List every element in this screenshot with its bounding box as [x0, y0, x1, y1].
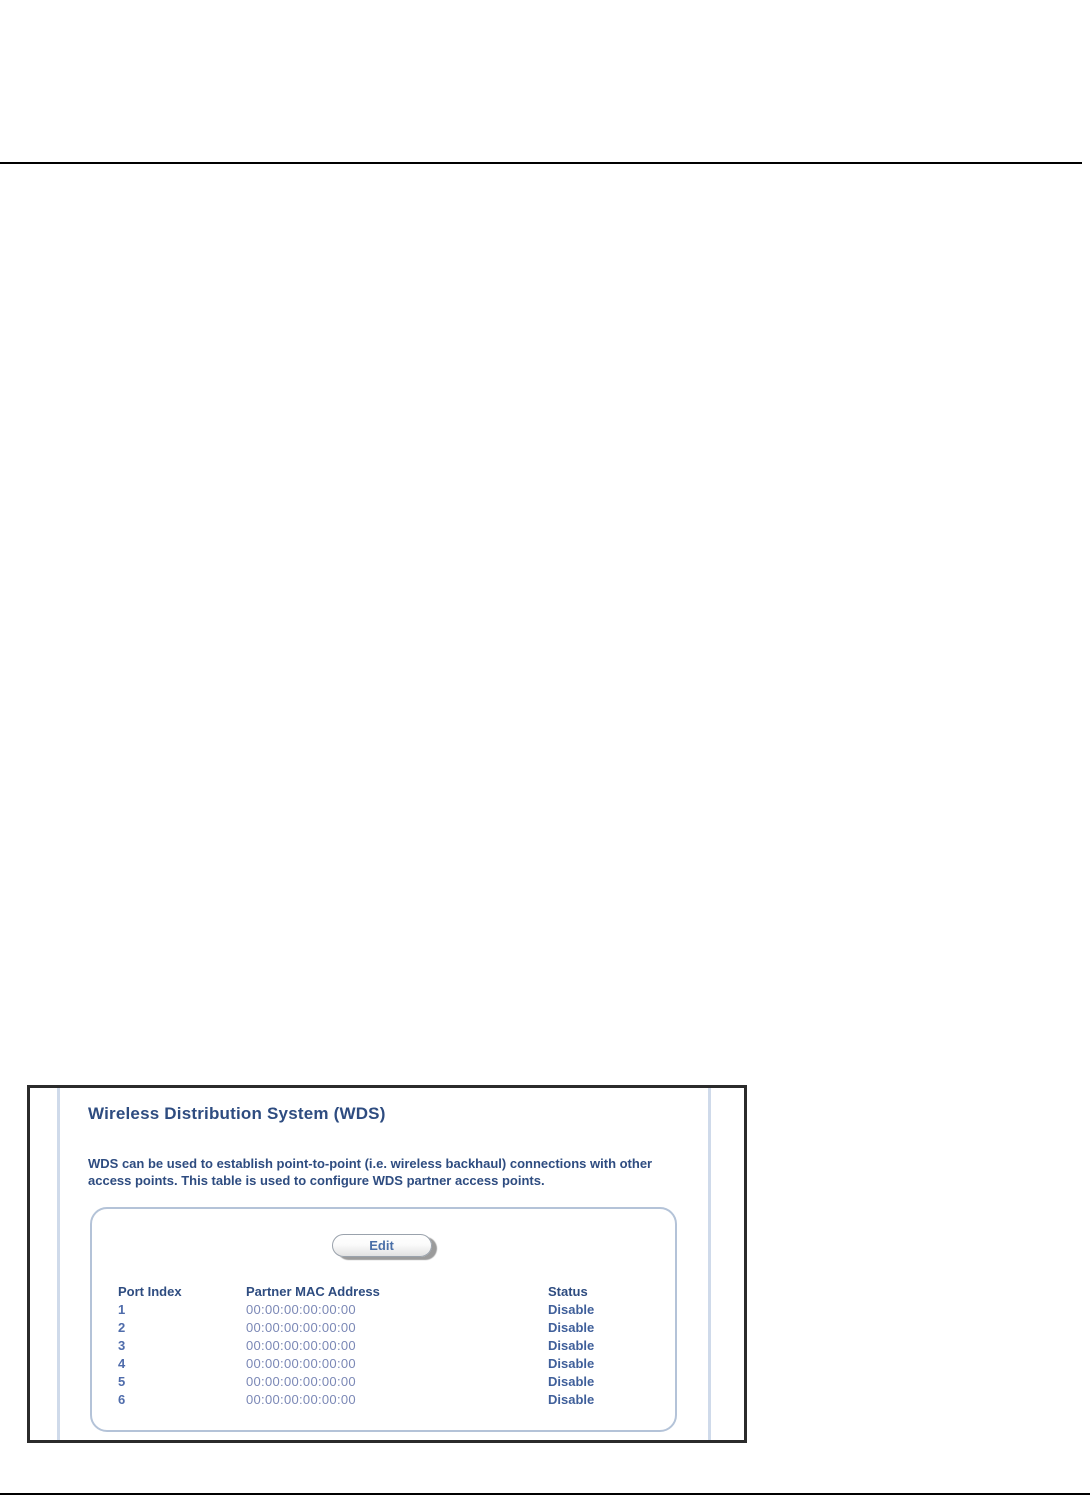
mac-address-cell: 00:00:00:00:00:00 — [246, 1356, 356, 1371]
port-index-cell: 6 — [118, 1392, 126, 1407]
table-row — [92, 1373, 675, 1391]
status-cell: Disable — [548, 1356, 595, 1371]
frame-right-edge-line — [708, 1088, 711, 1440]
port-index-cell: 3 — [118, 1338, 126, 1353]
column-header-status: Status — [548, 1284, 588, 1299]
port-index-cell: 2 — [118, 1320, 126, 1335]
status-cell: Disable — [548, 1302, 595, 1317]
table-header-row — [92, 1283, 675, 1301]
wds-description — [88, 1155, 700, 1189]
table-row — [92, 1391, 675, 1409]
edit-button[interactable]: Edit — [332, 1234, 432, 1257]
status-cell: Disable — [548, 1392, 595, 1407]
wds-description-line1: WDS can be used to establish point-to-point (i.e. wireless backhaul) connections with other — [88, 1156, 653, 1171]
port-index-cell: 1 — [118, 1302, 126, 1317]
status-cell: Disable — [548, 1374, 595, 1389]
wds-description-line2: access points. This table is used to configure WDS partner access points. — [88, 1173, 545, 1188]
mac-address-cell: 00:00:00:00:00:00 — [246, 1392, 356, 1407]
wds-table — [92, 1283, 675, 1409]
mac-address-cell: 00:00:00:00:00:00 — [246, 1338, 356, 1353]
footer-rule — [0, 1493, 1090, 1495]
mac-address-cell: 00:00:00:00:00:00 — [246, 1320, 356, 1335]
status-cell: Disable — [548, 1338, 595, 1353]
table-row — [92, 1337, 675, 1355]
frame-left-edge-line — [57, 1088, 60, 1440]
wds-panel — [90, 1207, 677, 1432]
status-cell: Disable — [548, 1320, 595, 1335]
port-index-cell: 5 — [118, 1374, 126, 1389]
mac-address-cell: 00:00:00:00:00:00 — [246, 1302, 356, 1317]
wds-screenshot-figure — [27, 1085, 747, 1443]
column-header-partner-mac-address: Partner MAC Address — [246, 1284, 380, 1299]
table-row — [92, 1355, 675, 1373]
port-index-cell: 4 — [118, 1356, 126, 1371]
mac-address-cell: 00:00:00:00:00:00 — [246, 1374, 356, 1389]
header-rule — [0, 162, 1082, 164]
page-title: Wireless Distribution System (WDS) — [88, 1104, 386, 1123]
table-row — [92, 1319, 675, 1337]
column-header-port-index: Port Index — [118, 1284, 182, 1299]
table-row — [92, 1301, 675, 1319]
